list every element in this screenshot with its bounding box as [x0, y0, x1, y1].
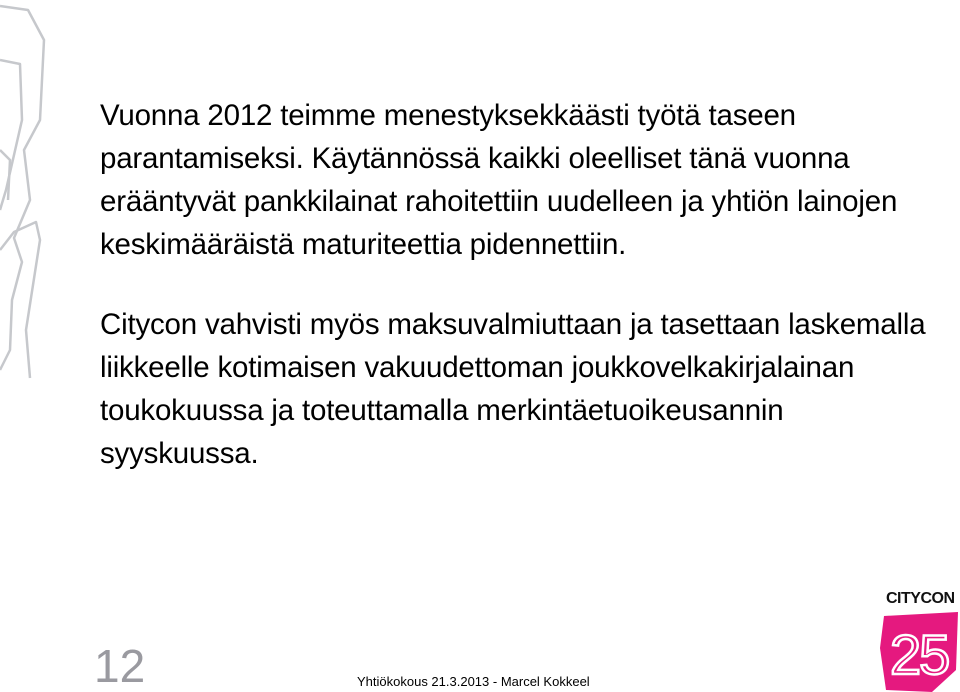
page-number: 12 — [94, 640, 146, 692]
paragraph-liquidity: Citycon vahvisti myös maksuvalmiuttaan ja tasettaan laskemalla liikkeelle kotimaisen vakuudettoman joukkovelkakirjalainan toukokuussa ja toteuttamalla merkintäetuoikeusannin syyskuussa. — [100, 308, 926, 470]
citycon-25-logo — [876, 586, 960, 692]
footer-text: Yhtiökokous 21.3.2013 - Marcel Kokkeel — [357, 674, 590, 689]
paragraph-refinancing: Vuonna 2012 teimme menestyksekkäästi työtä taseen parantamiseksi. Käytännössä kaikki oleelliset tänä vuonna erääntyvät pankkilainat rahoitettiin uudelleen ja yhtiön lainojen keskimääräistä maturiteettia pidennettiin. — [100, 99, 898, 261]
logo-wordmark: CITYCON — [886, 590, 955, 607]
logo-number: 25 — [890, 623, 949, 686]
map-outline-decoration — [0, 0, 60, 380]
logo-25-mark — [876, 608, 960, 692]
